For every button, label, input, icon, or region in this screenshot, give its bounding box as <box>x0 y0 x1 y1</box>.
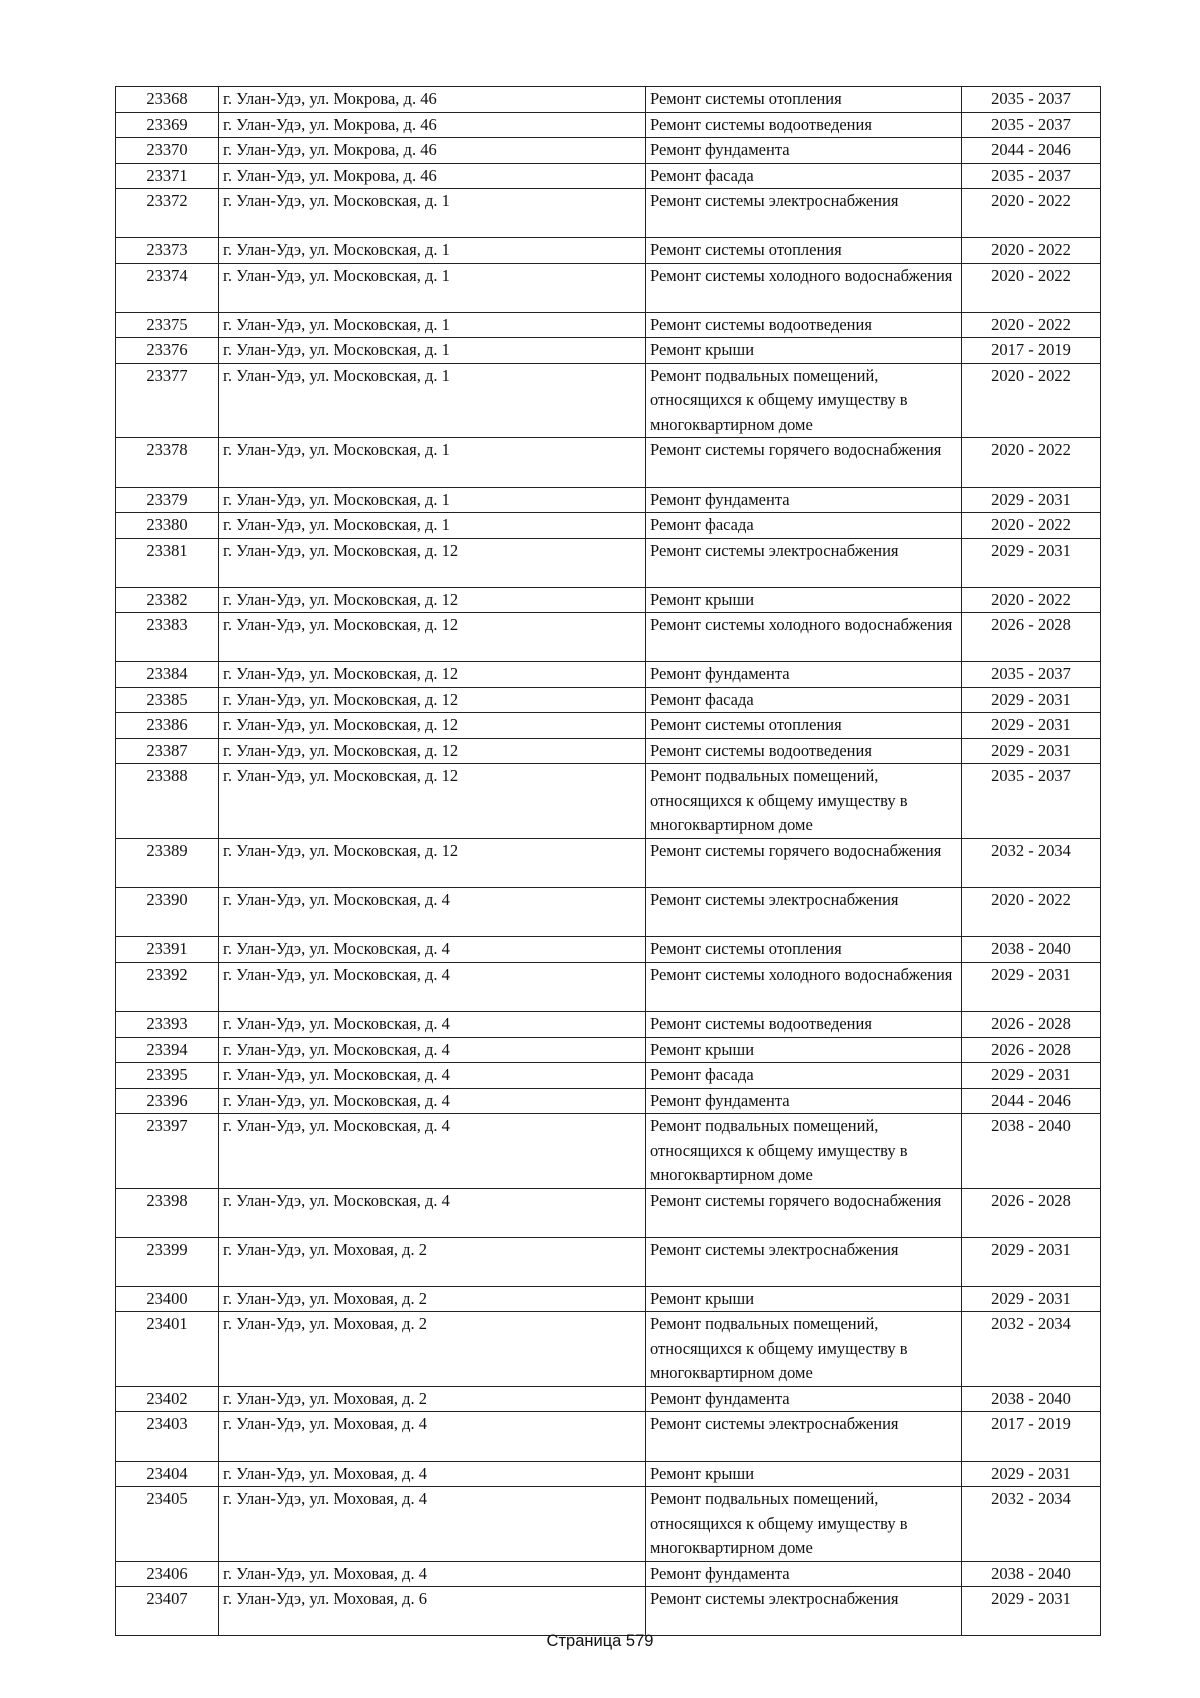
row-address: г. Улан-Удэ, ул. Московская, д. 12 <box>219 838 646 887</box>
row-number: 23372 <box>116 189 219 238</box>
row-work-type: Ремонт фундамента <box>646 1561 962 1587</box>
row-work-type: Ремонт крыши <box>646 338 962 364</box>
row-years: 2020 - 2022 <box>962 263 1101 312</box>
row-years: 2032 - 2034 <box>962 1312 1101 1387</box>
row-address: г. Улан-Удэ, ул. Мокрова, д. 46 <box>219 87 646 113</box>
table-row <box>116 1312 1101 1387</box>
row-address: г. Улан-Удэ, ул. Московская, д. 4 <box>219 888 646 937</box>
row-number: 23399 <box>116 1237 219 1286</box>
row-number: 23381 <box>116 538 219 587</box>
row-work-type: Ремонт подвальных помещений, относящихся к общему имуществу в многоквартирном доме <box>646 1312 962 1387</box>
row-address: г. Улан-Удэ, ул. Моховая, д. 4 <box>219 1487 646 1562</box>
row-work-type: Ремонт системы отопления <box>646 87 962 113</box>
row-address: г. Улан-Удэ, ул. Мокрова, д. 46 <box>219 138 646 164</box>
table-row <box>116 487 1101 513</box>
row-work-type: Ремонт системы горячего водоснабжения <box>646 1188 962 1237</box>
row-number: 23380 <box>116 513 219 539</box>
row-years: 2029 - 2031 <box>962 487 1101 513</box>
row-number: 23401 <box>116 1312 219 1387</box>
row-work-type: Ремонт системы отопления <box>646 937 962 963</box>
row-number: 23371 <box>116 163 219 189</box>
row-years: 2020 - 2022 <box>962 238 1101 264</box>
row-work-type: Ремонт системы холодного водоснабжения <box>646 962 962 1011</box>
row-address: г. Улан-Удэ, ул. Московская, д. 4 <box>219 962 646 1011</box>
row-work-type: Ремонт системы отопления <box>646 238 962 264</box>
row-address: г. Улан-Удэ, ул. Московская, д. 12 <box>219 713 646 739</box>
table-row <box>116 189 1101 238</box>
table-row <box>116 363 1101 438</box>
page-number: Страница 579 <box>546 1632 654 1650</box>
row-years: 2017 - 2019 <box>962 1412 1101 1461</box>
row-years: 2029 - 2031 <box>962 1461 1101 1487</box>
row-number: 23407 <box>116 1587 219 1636</box>
row-number: 23392 <box>116 962 219 1011</box>
row-number: 23383 <box>116 613 219 662</box>
row-work-type: Ремонт системы водоотведения <box>646 312 962 338</box>
row-number: 23404 <box>116 1461 219 1487</box>
row-number: 23406 <box>116 1561 219 1587</box>
table-row <box>116 138 1101 164</box>
row-address: г. Улан-Удэ, ул. Московская, д. 4 <box>219 1088 646 1114</box>
row-address: г. Улан-Удэ, ул. Московская, д. 1 <box>219 189 646 238</box>
row-number: 23394 <box>116 1037 219 1063</box>
row-number: 23369 <box>116 112 219 138</box>
table-row <box>116 888 1101 937</box>
row-number: 23398 <box>116 1188 219 1237</box>
row-work-type: Ремонт фундамента <box>646 1386 962 1412</box>
row-work-type: Ремонт системы электроснабжения <box>646 1412 962 1461</box>
row-number: 23373 <box>116 238 219 264</box>
row-years: 2035 - 2037 <box>962 662 1101 688</box>
row-years: 2029 - 2031 <box>962 1587 1101 1636</box>
table-row <box>116 1237 1101 1286</box>
row-years: 2029 - 2031 <box>962 538 1101 587</box>
row-address: г. Улан-Удэ, ул. Московская, д. 12 <box>219 613 646 662</box>
row-address: г. Улан-Удэ, ул. Московская, д. 1 <box>219 312 646 338</box>
row-number: 23370 <box>116 138 219 164</box>
row-number: 23393 <box>116 1012 219 1038</box>
row-number: 23382 <box>116 587 219 613</box>
row-address: г. Улан-Удэ, ул. Мокрова, д. 46 <box>219 163 646 189</box>
row-number: 23385 <box>116 687 219 713</box>
row-address: г. Улан-Удэ, ул. Моховая, д. 6 <box>219 1587 646 1636</box>
table-row <box>116 513 1101 539</box>
row-years: 2029 - 2031 <box>962 713 1101 739</box>
table-body <box>116 87 1101 1636</box>
row-work-type: Ремонт подвальных помещений, относящихся к общему имуществу в многоквартирном доме <box>646 1114 962 1189</box>
row-address: г. Улан-Удэ, ул. Московская, д. 12 <box>219 764 646 839</box>
row-work-type: Ремонт системы холодного водоснабжения <box>646 263 962 312</box>
row-work-type: Ремонт крыши <box>646 1461 962 1487</box>
row-address: г. Улан-Удэ, ул. Московская, д. 1 <box>219 513 646 539</box>
row-address: г. Улан-Удэ, ул. Моховая, д. 2 <box>219 1237 646 1286</box>
row-address: г. Улан-Удэ, ул. Московская, д. 1 <box>219 487 646 513</box>
row-years: 2020 - 2022 <box>962 513 1101 539</box>
row-address: г. Улан-Удэ, ул. Московская, д. 4 <box>219 1063 646 1089</box>
row-work-type: Ремонт крыши <box>646 1037 962 1063</box>
row-work-type: Ремонт системы электроснабжения <box>646 538 962 587</box>
table-row <box>116 312 1101 338</box>
row-address: г. Улан-Удэ, ул. Моховая, д. 4 <box>219 1461 646 1487</box>
table-row <box>116 1286 1101 1312</box>
row-work-type: Ремонт системы водоотведения <box>646 1012 962 1038</box>
row-years: 2029 - 2031 <box>962 738 1101 764</box>
row-work-type: Ремонт подвальных помещений, относящихся к общему имуществу в многоквартирном доме <box>646 764 962 839</box>
row-work-type: Ремонт фундамента <box>646 138 962 164</box>
row-years: 2038 - 2040 <box>962 1114 1101 1189</box>
table-row <box>116 764 1101 839</box>
table-row <box>116 538 1101 587</box>
row-address: г. Улан-Удэ, ул. Московская, д. 4 <box>219 937 646 963</box>
table-row <box>116 112 1101 138</box>
row-work-type: Ремонт системы электроснабжения <box>646 1237 962 1286</box>
row-address: г. Улан-Удэ, ул. Московская, д. 4 <box>219 1012 646 1038</box>
repair-schedule-table <box>115 86 1101 1636</box>
table-row <box>116 1037 1101 1063</box>
row-work-type: Ремонт системы горячего водоснабжения <box>646 438 962 487</box>
table-row <box>116 687 1101 713</box>
row-address: г. Улан-Удэ, ул. Московская, д. 12 <box>219 687 646 713</box>
row-number: 23395 <box>116 1063 219 1089</box>
row-work-type: Ремонт фундамента <box>646 487 962 513</box>
row-number: 23379 <box>116 487 219 513</box>
row-years: 2035 - 2037 <box>962 112 1101 138</box>
row-years: 2026 - 2028 <box>962 1037 1101 1063</box>
row-number: 23403 <box>116 1412 219 1461</box>
row-work-type: Ремонт системы холодного водоснабжения <box>646 613 962 662</box>
table-row <box>116 613 1101 662</box>
row-address: г. Улан-Удэ, ул. Московская, д. 1 <box>219 338 646 364</box>
row-number: 23374 <box>116 263 219 312</box>
row-address: г. Улан-Удэ, ул. Моховая, д. 2 <box>219 1286 646 1312</box>
row-number: 23390 <box>116 888 219 937</box>
row-number: 23388 <box>116 764 219 839</box>
row-number: 23389 <box>116 838 219 887</box>
row-work-type: Ремонт подвальных помещений, относящихся к общему имуществу в многоквартирном доме <box>646 1487 962 1562</box>
row-work-type: Ремонт системы электроснабжения <box>646 1587 962 1636</box>
row-years: 2029 - 2031 <box>962 962 1101 1011</box>
row-years: 2026 - 2028 <box>962 1012 1101 1038</box>
row-work-type: Ремонт подвальных помещений, относящихся к общему имуществу в многоквартирном доме <box>646 363 962 438</box>
row-years: 2029 - 2031 <box>962 1063 1101 1089</box>
row-number: 23376 <box>116 338 219 364</box>
row-years: 2026 - 2028 <box>962 613 1101 662</box>
row-work-type: Ремонт фасада <box>646 513 962 539</box>
row-address: г. Улан-Удэ, ул. Московская, д. 12 <box>219 538 646 587</box>
row-address: г. Улан-Удэ, ул. Московская, д. 1 <box>219 438 646 487</box>
row-address: г. Улан-Удэ, ул. Московская, д. 4 <box>219 1037 646 1063</box>
table-row <box>116 263 1101 312</box>
table-row <box>116 587 1101 613</box>
row-address: г. Улан-Удэ, ул. Моховая, д. 2 <box>219 1312 646 1387</box>
row-work-type: Ремонт системы водоотведения <box>646 738 962 764</box>
table-row <box>116 1386 1101 1412</box>
row-number: 23375 <box>116 312 219 338</box>
row-address: г. Улан-Удэ, ул. Московская, д. 4 <box>219 1114 646 1189</box>
row-years: 2020 - 2022 <box>962 438 1101 487</box>
row-years: 2026 - 2028 <box>962 1188 1101 1237</box>
table-row <box>116 1487 1101 1562</box>
row-number: 23391 <box>116 937 219 963</box>
row-years: 2035 - 2037 <box>962 764 1101 839</box>
row-years: 2029 - 2031 <box>962 687 1101 713</box>
row-address: г. Улан-Удэ, ул. Московская, д. 1 <box>219 363 646 438</box>
row-address: г. Улан-Удэ, ул. Московская, д. 1 <box>219 238 646 264</box>
row-number: 23384 <box>116 662 219 688</box>
row-years: 2038 - 2040 <box>962 937 1101 963</box>
row-address: г. Улан-Удэ, ул. Московская, д. 1 <box>219 263 646 312</box>
row-years: 2020 - 2022 <box>962 888 1101 937</box>
row-number: 23386 <box>116 713 219 739</box>
row-address: г. Улан-Удэ, ул. Московская, д. 12 <box>219 662 646 688</box>
row-number: 23368 <box>116 87 219 113</box>
table-row <box>116 238 1101 264</box>
row-address: г. Улан-Удэ, ул. Московская, д. 4 <box>219 1188 646 1237</box>
table-row <box>116 1587 1101 1636</box>
row-years: 2035 - 2037 <box>962 163 1101 189</box>
row-years: 2020 - 2022 <box>962 312 1101 338</box>
table-row <box>116 1012 1101 1038</box>
row-address: г. Улан-Удэ, ул. Московская, д. 12 <box>219 738 646 764</box>
row-work-type: Ремонт крыши <box>646 1286 962 1312</box>
row-years: 2044 - 2046 <box>962 138 1101 164</box>
row-number: 23387 <box>116 738 219 764</box>
row-years: 2032 - 2034 <box>962 1487 1101 1562</box>
row-years: 2032 - 2034 <box>962 838 1101 887</box>
row-years: 2020 - 2022 <box>962 587 1101 613</box>
row-work-type: Ремонт системы электроснабжения <box>646 189 962 238</box>
table-row <box>116 87 1101 113</box>
row-work-type: Ремонт крыши <box>646 587 962 613</box>
table-row <box>116 937 1101 963</box>
row-years: 2020 - 2022 <box>962 363 1101 438</box>
table-row <box>116 1412 1101 1461</box>
row-work-type: Ремонт системы горячего водоснабжения <box>646 838 962 887</box>
row-number: 23402 <box>116 1386 219 1412</box>
row-number: 23397 <box>116 1114 219 1189</box>
row-number: 23378 <box>116 438 219 487</box>
table-row <box>116 662 1101 688</box>
row-years: 2020 - 2022 <box>962 189 1101 238</box>
row-work-type: Ремонт системы электроснабжения <box>646 888 962 937</box>
table-row <box>116 738 1101 764</box>
row-work-type: Ремонт фасада <box>646 687 962 713</box>
row-address: г. Улан-Удэ, ул. Мокрова, д. 46 <box>219 112 646 138</box>
row-number: 23405 <box>116 1487 219 1562</box>
table-row <box>116 1461 1101 1487</box>
row-years: 2038 - 2040 <box>962 1386 1101 1412</box>
row-address: г. Улан-Удэ, ул. Моховая, д. 4 <box>219 1412 646 1461</box>
row-address: г. Улан-Удэ, ул. Московская, д. 12 <box>219 587 646 613</box>
row-work-type: Ремонт системы водоотведения <box>646 112 962 138</box>
row-work-type: Ремонт фасада <box>646 163 962 189</box>
row-years: 2044 - 2046 <box>962 1088 1101 1114</box>
table-row <box>116 438 1101 487</box>
row-years: 2029 - 2031 <box>962 1286 1101 1312</box>
row-work-type: Ремонт фундамента <box>646 1088 962 1114</box>
row-work-type: Ремонт фасада <box>646 1063 962 1089</box>
table-row <box>116 338 1101 364</box>
row-number: 23396 <box>116 1088 219 1114</box>
row-number: 23377 <box>116 363 219 438</box>
row-address: г. Улан-Удэ, ул. Моховая, д. 4 <box>219 1561 646 1587</box>
table-row <box>116 962 1101 1011</box>
row-years: 2029 - 2031 <box>962 1237 1101 1286</box>
row-work-type: Ремонт системы отопления <box>646 713 962 739</box>
row-address: г. Улан-Удэ, ул. Моховая, д. 2 <box>219 1386 646 1412</box>
row-years: 2035 - 2037 <box>962 87 1101 113</box>
table-row <box>116 1114 1101 1189</box>
table-row <box>116 713 1101 739</box>
table-row <box>116 838 1101 887</box>
row-work-type: Ремонт фундамента <box>646 662 962 688</box>
table-row <box>116 163 1101 189</box>
table-row <box>116 1188 1101 1237</box>
table-row <box>116 1561 1101 1587</box>
table-row <box>116 1088 1101 1114</box>
row-years: 2038 - 2040 <box>962 1561 1101 1587</box>
table-row <box>116 1063 1101 1089</box>
row-years: 2017 - 2019 <box>962 338 1101 364</box>
row-number: 23400 <box>116 1286 219 1312</box>
